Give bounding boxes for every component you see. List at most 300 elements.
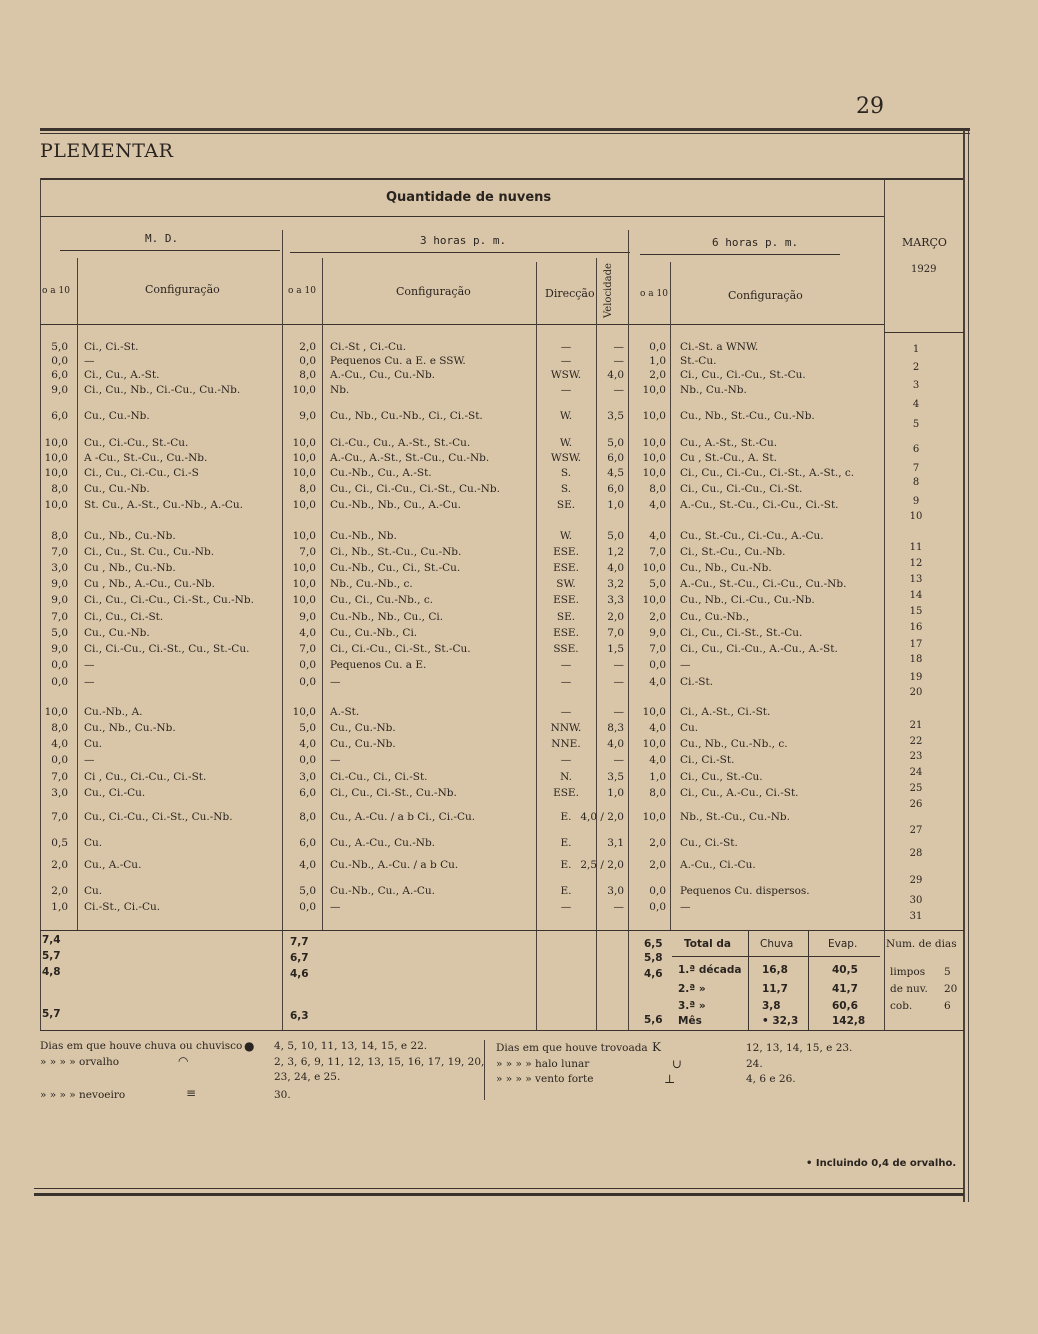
direction: SSE. — [553, 643, 579, 655]
h6-value: 1,0 — [649, 771, 666, 783]
h6-value: 0,0 — [649, 885, 666, 897]
md-value: 10,0 — [44, 467, 68, 479]
h3-value: 10,0 — [292, 530, 316, 542]
h6-total: 4,6 — [644, 968, 663, 980]
h3-config: Cu.-Nb., Cu., A.-St. — [330, 467, 432, 479]
h3-value: 4,0 — [299, 738, 316, 750]
h6-config: Ci., A.-St., Ci.-St. — [680, 706, 771, 718]
h6-config: Nb., St.-Cu., Cu.-Nb. — [680, 811, 790, 823]
direction: W. — [559, 437, 573, 449]
md-scale-header: o a 10 — [42, 286, 70, 296]
velocity: 1,0 — [607, 499, 624, 511]
direction: — — [560, 355, 572, 367]
month-header-rule — [884, 332, 964, 333]
md-config: Cu., Cu.-Nb. — [84, 483, 150, 495]
totals-row-chuva: 3,8 — [762, 1000, 781, 1012]
h3-config: Cu.-Nb., Nb., Cu., Ci. — [330, 611, 444, 623]
h3-total: 4,6 — [290, 968, 309, 980]
velocity: — — [613, 706, 624, 718]
day-number: 3 — [912, 380, 920, 391]
totals-row-label: 2.ª » — [678, 983, 706, 995]
md-config: Cu. — [84, 837, 103, 849]
h6-config: Ci., Cu., Ci.-Cu., A.-Cu., A.-St. — [680, 643, 838, 655]
bottom-rule-2 — [34, 1193, 964, 1196]
h6-config: A.-Cu., Ci.-Cu. — [680, 859, 756, 871]
md-config: Cu., A.-Cu. — [84, 859, 142, 871]
md-value: 8,0 — [51, 483, 68, 495]
h6-value: 10,0 — [642, 706, 666, 718]
h3-config: Nb., Cu.-Nb., c. — [330, 578, 413, 590]
h3-config: Cu., Ci., Ci.-Cu., Ci.-St., Cu.-Nb. — [330, 483, 500, 495]
h6-scale-header: o a 10 — [640, 289, 668, 299]
velocity: 4,5 — [607, 467, 624, 479]
md-value: 5,0 — [51, 627, 68, 639]
velocity: 1,0 — [607, 787, 624, 799]
h6-value: 10,0 — [642, 384, 666, 396]
h6-config: — — [680, 659, 691, 671]
direction: WSW. — [550, 369, 582, 381]
md-value: 2,0 — [51, 885, 68, 897]
md-config: Ci., Cu., Ci.-St. — [84, 611, 164, 623]
day-number: 25 — [909, 783, 923, 794]
footnote-left-label: » » » » orvalho — [40, 1056, 120, 1068]
h3-config: Cu., Ci., Cu.-Nb., c. — [330, 594, 434, 606]
table-row — [0, 675, 1038, 693]
h3-config: Ci.-Cu., Ci., Ci.-St. — [330, 771, 428, 783]
md-config: Cu , Nb., A.-Cu., Cu.-Nb. — [84, 578, 215, 590]
h6-config: St.-Cu. — [680, 355, 717, 367]
num-dias-header: Num. de dias — [886, 938, 957, 950]
h3-config: Cu.-Nb., Nb., Cu., A.-Cu. — [330, 499, 461, 511]
md-value: 10,0 — [44, 452, 68, 464]
h6-value: 0,0 — [649, 659, 666, 671]
h6-value: 10,0 — [642, 738, 666, 750]
h6-config: Ci.-St. a WNW. — [680, 341, 759, 353]
h6-value: 9,0 — [649, 627, 666, 639]
footnote-left-value: 4, 5, 10, 11, 13, 14, 15, e 22. — [274, 1040, 428, 1052]
velocity: 4,0 — [607, 738, 624, 750]
md-value: 3,0 — [51, 562, 68, 574]
day-number: 6 — [912, 444, 920, 455]
md-value: 0,0 — [51, 754, 68, 766]
h6-value: 10,0 — [642, 811, 666, 823]
h6-value: 7,0 — [649, 546, 666, 558]
md-value: 10,0 — [44, 706, 68, 718]
totals-rule — [40, 930, 964, 931]
velocity: 3,0 — [607, 885, 624, 897]
num-dias-value: 5 — [944, 966, 951, 978]
footnote-divider — [484, 1040, 485, 1100]
footnote-left-label: » » » » nevoeiro — [40, 1089, 126, 1101]
md-value: 4,0 — [51, 738, 68, 750]
main-header-rule — [40, 216, 884, 217]
md-config: Ci., Cu., Ci.-Cu., Ci.-St., Cu.-Nb. — [84, 594, 254, 606]
day-number: 18 — [909, 654, 923, 665]
h3-value: 10,0 — [292, 384, 316, 396]
day-number: 30 — [909, 895, 923, 906]
md-config: Cu., Ci.-Cu., Ci.-St., Cu.-Nb. — [84, 811, 233, 823]
h6-value: 2,0 — [649, 859, 666, 871]
h3-value: 8,0 — [299, 483, 316, 495]
day-number: 4 — [912, 399, 920, 410]
velocity: 4,0 / 2,0 — [580, 811, 624, 823]
h6-config: Ci., Cu., Ci.-Cu., Ci.-St., A.-St., c. — [680, 467, 855, 479]
md-value: 1,0 — [51, 901, 68, 913]
top-rule-thin — [40, 133, 970, 134]
rain-icon: ● — [244, 1039, 255, 1053]
velocity: 3,5 — [607, 771, 624, 783]
lunar-halo-icon: ∪ — [672, 1057, 683, 1071]
table-row — [0, 858, 1038, 876]
table-row — [0, 498, 1038, 516]
velocity: — — [613, 341, 624, 353]
day-number: 2 — [912, 362, 920, 373]
md-config-header: Configuração — [145, 283, 220, 296]
day-number: 23 — [909, 751, 923, 762]
h3-value: 0,0 — [299, 754, 316, 766]
h6-value: 10,0 — [642, 562, 666, 574]
h3-config: Cu., A.-Cu. / a b Ci., Ci.-Cu. — [330, 811, 476, 823]
h3-scale-header: o a 10 — [288, 286, 316, 296]
table-row — [0, 409, 1038, 427]
group-6h: 6 horas p. m. — [712, 236, 799, 249]
h3-value: 10,0 — [292, 437, 316, 449]
direction: E. — [560, 859, 572, 871]
h6-config: A.-Cu., St.-Cu., Ci.-Cu., Ci.-St. — [680, 499, 839, 511]
totals-grid-line — [672, 956, 880, 957]
h6-config: Cu., Nb., Ci.-Cu., Cu.-Nb. — [680, 594, 815, 606]
totals-row-evap: 60,6 — [832, 1000, 858, 1012]
table-row — [0, 810, 1038, 828]
h3-value: 9,0 — [299, 611, 316, 623]
md-config: Cu., Ci.-Cu., St.-Cu. — [84, 437, 189, 449]
md-config: Ci., Cu., A.-St. — [84, 369, 160, 381]
h6-value: 10,0 — [642, 467, 666, 479]
h3-total: 6,3 — [290, 1010, 309, 1022]
h6-value: 10,0 — [642, 594, 666, 606]
md-total: 5,7 — [42, 950, 61, 962]
direction: S. — [560, 467, 572, 479]
day-number: 31 — [909, 911, 923, 922]
direction: — — [560, 341, 572, 353]
h3-config: — — [330, 901, 341, 913]
h3-value: 0,0 — [299, 901, 316, 913]
h6-value: 2,0 — [649, 611, 666, 623]
velocity-header: Velocidade — [603, 263, 614, 318]
direction: — — [560, 901, 572, 913]
num-dias-label: limpos — [890, 966, 926, 978]
md-total: 4,8 — [42, 966, 61, 978]
day-number: 20 — [909, 687, 923, 698]
h6-config: Ci., Cu., A.-Cu., Ci.-St. — [680, 787, 799, 799]
h6-value: 2,0 — [649, 369, 666, 381]
h3-value: 6,0 — [299, 787, 316, 799]
md-value: 9,0 — [51, 594, 68, 606]
h3-config: Pequenos Cu. a E. — [330, 659, 427, 671]
md-config: — — [84, 754, 95, 766]
md-value: 0,0 — [51, 355, 68, 367]
h6-config: Cu., Nb., St.-Cu., Cu.-Nb. — [680, 410, 815, 422]
direction: ESE. — [553, 546, 579, 558]
num-dias-value: 6 — [944, 1000, 951, 1012]
md-config: Ci.-St., Ci.-Cu. — [84, 901, 161, 913]
h3-value: 3,0 — [299, 771, 316, 783]
h3-value: 10,0 — [292, 594, 316, 606]
h3-total: 6,7 — [290, 952, 309, 964]
h6-config: Cu., Ci.-St. — [680, 837, 738, 849]
h3-config: Cu., Nb., Cu.-Nb., Ci., Ci.-St. — [330, 410, 483, 422]
h3-config: Nb. — [330, 384, 350, 396]
direction: SW. — [556, 578, 576, 590]
md-value: 9,0 — [51, 384, 68, 396]
direction: NNW. — [550, 722, 582, 734]
md-value: 0,0 — [51, 659, 68, 671]
h6-config: — — [680, 901, 691, 913]
h6-value: 0,0 — [649, 341, 666, 353]
totals-header-label: Total da — [684, 938, 731, 950]
h3-config: Cu., Cu.-Nb. — [330, 722, 396, 734]
velocity: 4,0 — [607, 369, 624, 381]
totals-row-chuva: 16,8 — [762, 964, 788, 976]
velocity: 6,0 — [607, 452, 624, 464]
h6-total: 6,5 — [644, 938, 663, 950]
h6-value: 7,0 — [649, 643, 666, 655]
md-config: — — [84, 355, 95, 367]
day-number: 8 — [912, 477, 920, 488]
md-config: Cu., Cu.-Nb. — [84, 410, 150, 422]
footnote-right-label: » » » » vento forte — [496, 1073, 594, 1085]
velocity: — — [613, 659, 624, 671]
day-number: 7 — [912, 463, 920, 474]
totals-row-evap: 41,7 — [832, 983, 858, 995]
h6-config: Pequenos Cu. dispersos. — [680, 885, 810, 897]
h6-value: 5,0 — [649, 578, 666, 590]
md-config: Ci., Cu., Ci.-Cu., Ci.-S — [84, 467, 199, 479]
footnote-right-value: 12, 13, 14, 15, e 23. — [746, 1042, 853, 1054]
md-config: Cu., Ci.-Cu. — [84, 787, 146, 799]
h3-config: Ci., Ci.-Cu., Ci.-St., St.-Cu. — [330, 643, 471, 655]
h6-value: 4,0 — [649, 754, 666, 766]
direction: ESE. — [553, 594, 579, 606]
day-number: 9 — [912, 496, 920, 507]
direction-header: Direcção — [545, 287, 595, 300]
h3-config: Cu., Cu.-Nb., Ci. — [330, 627, 418, 639]
header-bottom-rule — [40, 324, 884, 325]
footnote-right-value: 24. — [746, 1058, 763, 1070]
velocity: 8,3 — [607, 722, 624, 734]
md-config: Ci., Ci.-Cu., Ci.-St., Cu., St.-Cu. — [84, 643, 250, 655]
h3-config: A.-Cu., Cu., Cu.-Nb. — [330, 369, 436, 381]
h3-value: 5,0 — [299, 885, 316, 897]
day-number: 1 — [912, 344, 920, 355]
h3-config: — — [330, 754, 341, 766]
h3-value: 10,0 — [292, 562, 316, 574]
table-row — [0, 658, 1038, 676]
day-number: 11 — [909, 542, 923, 553]
md-config: Cu., Nb., Cu.-Nb. — [84, 530, 176, 542]
footnote-left-value: 2, 3, 6, 9, 11, 12, 13, 15, 16, 17, 19, 20, — [274, 1056, 485, 1068]
h6-config: Ci., Ci.-St. — [680, 754, 735, 766]
h6-config-header: Configuração — [728, 289, 803, 302]
totals-row-chuva: 11,7 — [762, 983, 788, 995]
h6-config: Cu. — [680, 722, 699, 734]
day-number: 24 — [909, 767, 923, 778]
h3-value: 7,0 — [299, 643, 316, 655]
h6-config: Cu., St.-Cu., Ci.-Cu., A.-Cu. — [680, 530, 824, 542]
day-number: 14 — [909, 590, 923, 601]
day-number: 21 — [909, 720, 923, 731]
table-row — [0, 383, 1038, 401]
footnote-left-value: 23, 24, e 25. — [274, 1071, 341, 1083]
top-rule — [40, 128, 970, 131]
h6-value: 1,0 — [649, 355, 666, 367]
h3-value: 9,0 — [299, 410, 316, 422]
table-row — [0, 786, 1038, 804]
h3-config: Ci.-Cu., Cu., A.-St., St.-Cu. — [330, 437, 471, 449]
h3-value: 0,0 — [299, 659, 316, 671]
md-value: 0,5 — [51, 837, 68, 849]
h3-value: 10,0 — [292, 499, 316, 511]
table-row — [0, 753, 1038, 771]
md-value: 7,0 — [51, 811, 68, 823]
day-number: 27 — [909, 825, 923, 836]
velocity: — — [613, 754, 624, 766]
table-row — [0, 593, 1038, 611]
md-value: 7,0 — [51, 771, 68, 783]
h6-value: 10,0 — [642, 452, 666, 464]
group-md: M. D. — [145, 232, 179, 245]
totals-grid-line — [808, 930, 809, 1030]
h3-config: — — [330, 676, 341, 688]
totals-row-evap: 40,5 — [832, 964, 858, 976]
h3-value: 5,0 — [299, 722, 316, 734]
velocity: 3,5 — [607, 410, 624, 422]
month-name: MARÇO — [902, 236, 947, 249]
direction: E. — [560, 837, 572, 849]
direction: E. — [560, 885, 572, 897]
md-total: 5,7 — [42, 1008, 61, 1020]
totals-grid-line — [748, 930, 749, 1030]
md-config: A -Cu., St.-Cu., Cu.-Nb. — [84, 452, 208, 464]
h3-value: 2,0 — [299, 341, 316, 353]
totals-row-chuva: • 32,3 — [762, 1015, 799, 1027]
velocity: 3,1 — [607, 837, 624, 849]
md-total: 7,4 — [42, 934, 61, 946]
day-number: 12 — [909, 558, 923, 569]
md-value: 2,0 — [51, 859, 68, 871]
section-title: PLEMENTAR — [40, 140, 174, 162]
day-number: 29 — [909, 875, 923, 886]
h6-value: 2,0 — [649, 837, 666, 849]
h6-config: Ci., Cu., Ci.-Cu., St.-Cu. — [680, 369, 806, 381]
bottom-rule-1 — [34, 1188, 964, 1189]
velocity: 5,0 — [607, 437, 624, 449]
h3-value: 0,0 — [299, 355, 316, 367]
velocity: 7,0 — [607, 627, 624, 639]
direction: S. — [560, 483, 572, 495]
md-value: 6,0 — [51, 369, 68, 381]
direction: NNE. — [551, 738, 581, 750]
h6-config: Ci.-St. — [680, 676, 714, 688]
h3-config: Pequenos Cu. a E. e SSW. — [330, 355, 466, 367]
dew-icon: ◠ — [178, 1054, 189, 1068]
h6-value: 0,0 — [649, 901, 666, 913]
num-dias-label: de nuv. — [890, 983, 928, 995]
md-value: 7,0 — [51, 611, 68, 623]
h6-value: 4,0 — [649, 530, 666, 542]
md-config: Cu., Nb., Cu.-Nb. — [84, 722, 176, 734]
md-value: 0,0 — [51, 676, 68, 688]
h3-value: 8,0 — [299, 811, 316, 823]
md-config: Ci., Ci.-St. — [84, 341, 139, 353]
h3-config: Cu.-Nb., Cu., A.-Cu. — [330, 885, 436, 897]
md-config: Cu. — [84, 885, 103, 897]
velocity: 6,0 — [607, 483, 624, 495]
day-number: 26 — [909, 799, 923, 810]
day-number: 15 — [909, 606, 923, 617]
day-number: 22 — [909, 736, 923, 747]
direction: — — [560, 676, 572, 688]
velocity: — — [613, 676, 624, 688]
direction: WSW. — [550, 452, 582, 464]
h3-config: Ci.-St , Ci.-Cu. — [330, 341, 407, 353]
h6-value: 4,0 — [649, 676, 666, 688]
md-config: Cu., Cu.-Nb. — [84, 627, 150, 639]
table-row — [0, 900, 1038, 918]
h3-config: Cu., Cu.-Nb. — [330, 738, 396, 750]
h3-value: 4,0 — [299, 627, 316, 639]
asterisk-note: • Incluindo 0,4 de orvalho. — [806, 1158, 957, 1169]
velocity: 2,0 — [607, 611, 624, 623]
md-value: 8,0 — [51, 530, 68, 542]
totals-header-chuva: Chuva — [760, 938, 794, 950]
velocity: 2,5 / 2,0 — [580, 859, 624, 871]
h6-value: 4,0 — [649, 722, 666, 734]
h6-value: 8,0 — [649, 483, 666, 495]
footnote-right-value: 4, 6 e 26. — [746, 1073, 796, 1085]
footnote-right-label: Dias em que houve trovoada — [496, 1042, 648, 1054]
table-top-rule — [40, 178, 964, 180]
velocity: — — [613, 355, 624, 367]
h3-config: A.-Cu., A.-St., St.-Cu., Cu.-Nb. — [330, 452, 490, 464]
direction: SE. — [556, 499, 576, 511]
h6-config: Cu., A.-St., St.-Cu. — [680, 437, 778, 449]
direction: SE. — [556, 611, 576, 623]
fog-icon: ≡ — [186, 1086, 197, 1100]
day-number: 13 — [909, 574, 923, 585]
direction: ESE. — [553, 627, 579, 639]
totals-row-label: 3.ª » — [678, 1000, 706, 1012]
totals-row-label: 1.ª década — [678, 964, 742, 976]
h3-value: 10,0 — [292, 706, 316, 718]
direction: — — [560, 706, 572, 718]
h6-value: 10,0 — [642, 410, 666, 422]
direction: W. — [559, 530, 573, 542]
md-config: Ci., Cu., St. Cu., Cu.-Nb. — [84, 546, 215, 558]
h3-config: Ci., Cu., Ci.-St., Cu.-Nb. — [330, 787, 457, 799]
page-number: 29 — [856, 94, 884, 119]
h6-value: 10,0 — [642, 437, 666, 449]
h3-value: 0,0 — [299, 676, 316, 688]
h3-config: Cu.-Nb., A.-Cu. / a b Cu. — [330, 859, 459, 871]
direction: — — [560, 384, 572, 396]
day-number: 28 — [909, 848, 923, 859]
direction: ESE. — [553, 562, 579, 574]
direction: E. — [560, 811, 572, 823]
h3-value: 10,0 — [292, 467, 316, 479]
h3-value: 7,0 — [299, 546, 316, 558]
h6-config: Ci., Cu., Ci.-Cu., Ci.-St. — [680, 483, 803, 495]
